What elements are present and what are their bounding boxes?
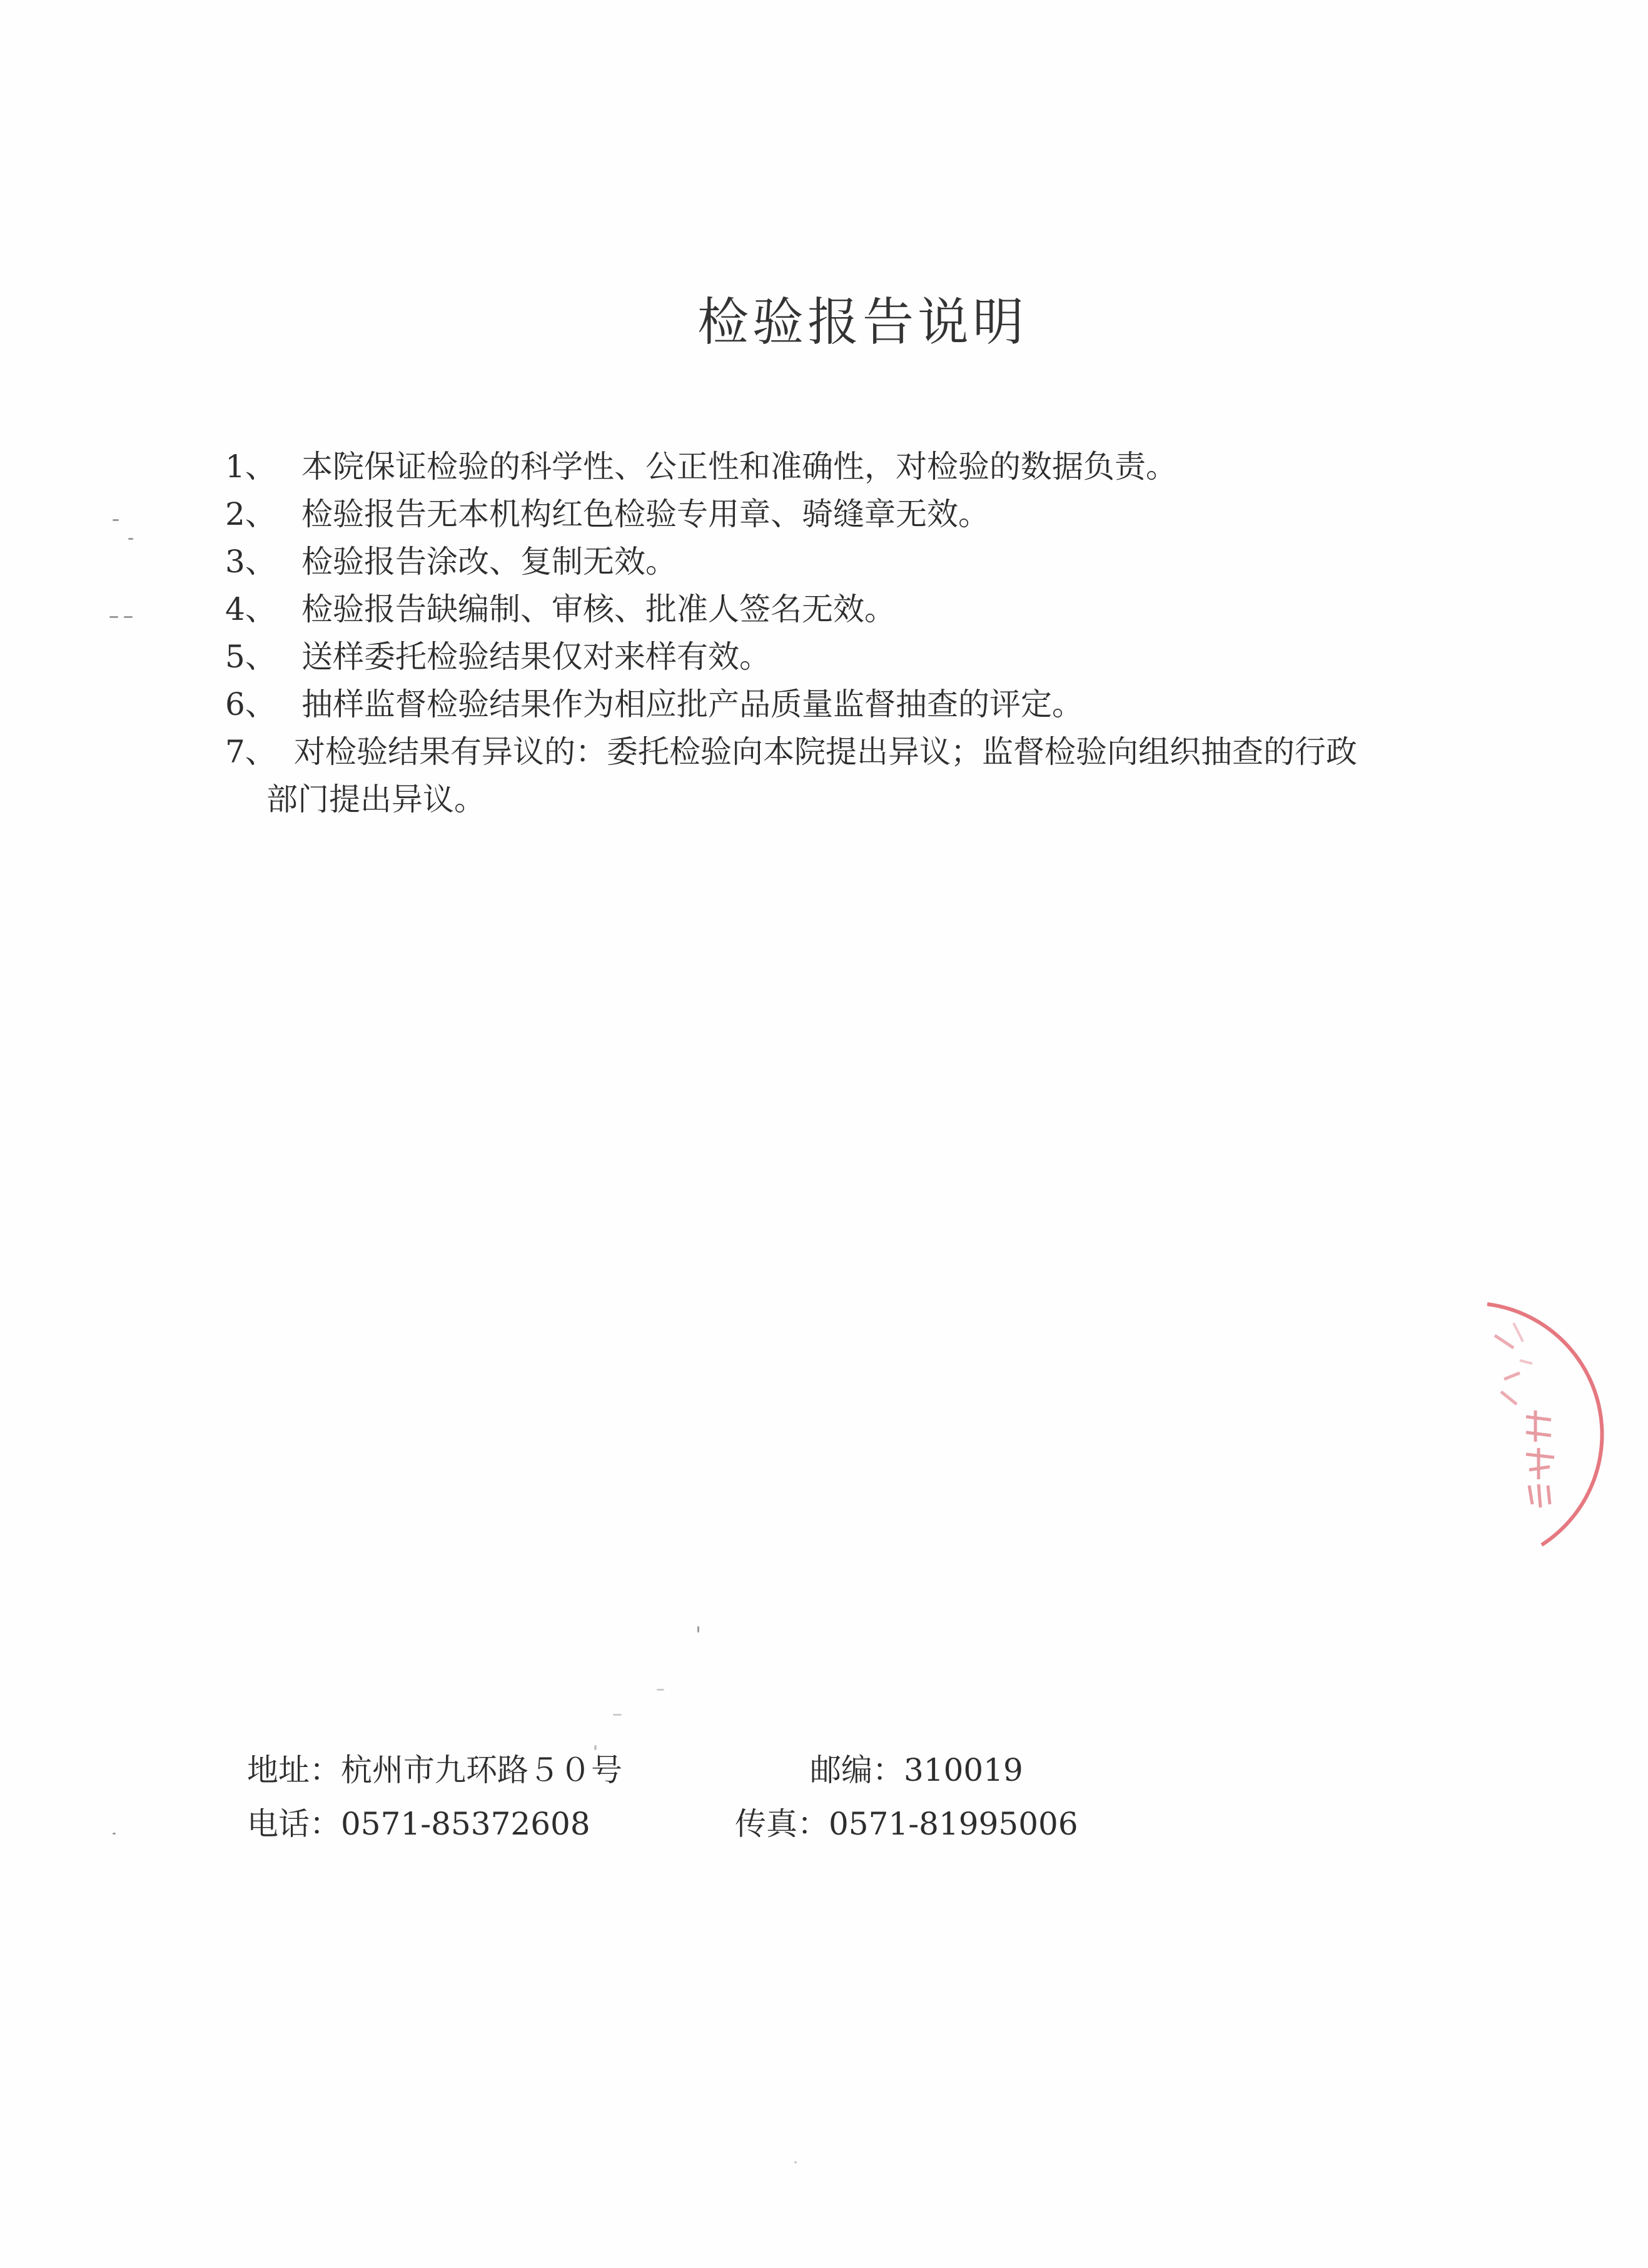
item-number: 3、 <box>225 544 276 580</box>
page-title: 检验报告说明 <box>697 293 1028 352</box>
postcode-text: 邮编：310019 <box>810 1752 1023 1788</box>
scan-speck <box>109 616 118 618</box>
item-number: 2、 <box>225 496 276 532</box>
scan-speck <box>657 1689 664 1691</box>
item-text: 检验报告无本机构红色检验专用章、骑缝章无效。 <box>301 496 989 532</box>
scan-speck <box>124 616 133 618</box>
item-text-continued: 部门提出异议。 <box>266 781 485 818</box>
scan-speck <box>697 1626 699 1633</box>
footer-row <box>247 1799 1185 1853</box>
item-number: 7、 <box>225 734 276 770</box>
list-item <box>225 538 1551 585</box>
fax-text: 传真：0571-81995006 <box>735 1806 1078 1842</box>
list-item <box>225 728 1551 823</box>
item-text: 抽样监督检验结果作为相应批产品质量监督抽查的评定。 <box>301 686 1083 722</box>
item-text: 本院保证检验的科学性、公正性和准确性，对检验的数据负责。 <box>301 448 1177 485</box>
scan-speck <box>794 2161 797 2164</box>
scan-speck <box>128 538 133 540</box>
scan-speck <box>113 519 119 521</box>
instruction-list <box>225 443 1551 823</box>
list-item <box>225 585 1551 633</box>
list-item <box>225 490 1551 538</box>
phone-text: 电话：0571-85372608 <box>247 1806 590 1842</box>
address-text: 地址：杭州市九环路５０号 <box>247 1752 622 1788</box>
scan-speck <box>613 1714 622 1716</box>
list-item <box>225 633 1551 681</box>
item-text: 检验报告涂改、复制无效。 <box>301 544 677 580</box>
item-text: 对检验结果有异议的：委托检验向本院提出异议；监督检验向组织抽查的行政 <box>294 734 1357 770</box>
list-item <box>225 443 1551 490</box>
item-text: 送样委托检验结果仅对来样有效。 <box>301 639 771 675</box>
scan-speck <box>113 1833 116 1835</box>
item-number: 5、 <box>225 639 276 675</box>
list-item <box>225 681 1551 728</box>
item-number: 4、 <box>225 591 276 627</box>
item-text: 检验报告缺编制、审核、批准人签名无效。 <box>301 591 896 627</box>
partial-red-seal-icon <box>1476 1298 1639 1561</box>
scan-speck <box>594 1745 597 1750</box>
footer-row <box>247 1745 1185 1799</box>
contact-footer <box>247 1745 1185 1853</box>
item-number: 1、 <box>225 448 276 485</box>
item-number: 6、 <box>225 686 276 722</box>
